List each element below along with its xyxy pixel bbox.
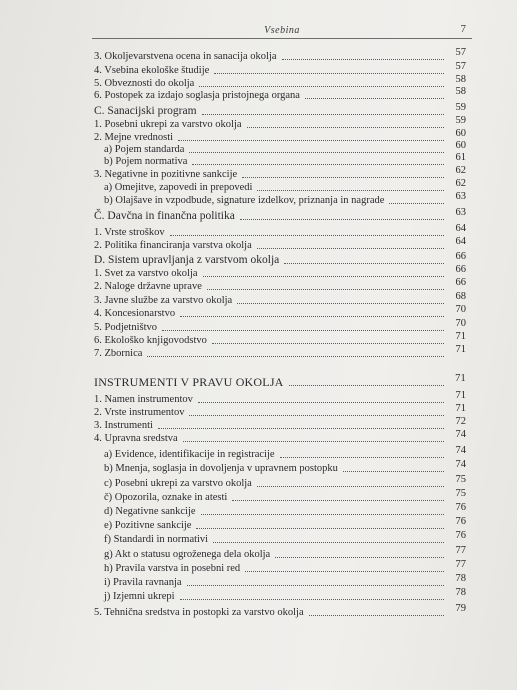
toc-section xyxy=(94,251,466,267)
toc-chapter xyxy=(94,373,466,389)
toc-entry-title: 3. Javne službe za varstvo okolja xyxy=(94,295,233,306)
dot-leader xyxy=(232,500,444,501)
toc-entry xyxy=(94,165,466,181)
toc-entry-page: 79 xyxy=(455,603,466,614)
toc-entry-title: b) Pojem normativa xyxy=(104,156,188,167)
dot-leader xyxy=(284,263,444,264)
toc-entry-title: 5. Tehnična sredstva in postopki za varstvo okolja xyxy=(94,607,304,618)
dot-leader xyxy=(257,248,444,249)
toc-entry-title: 5. Obveznosti do okolja xyxy=(94,78,195,89)
page-number: 7 xyxy=(460,23,466,35)
toc-entry-title: a) Pojem standarda xyxy=(104,144,185,155)
toc-entry-page: 74 xyxy=(455,445,466,456)
toc-entry-page: 58 xyxy=(455,86,466,97)
toc-entry-page: 64 xyxy=(455,236,466,247)
dot-leader xyxy=(247,127,444,128)
dot-leader xyxy=(207,289,444,290)
toc-entry-page: 75 xyxy=(455,488,466,499)
toc-entry-page: 60 xyxy=(455,140,466,151)
dot-leader xyxy=(201,514,444,515)
toc-entry-page: 70 xyxy=(455,318,466,329)
toc-entry xyxy=(104,573,466,589)
running-header xyxy=(92,22,472,39)
toc-entry-page: 78 xyxy=(455,587,466,598)
toc-entry-title: 1. Vrste stroškov xyxy=(94,227,165,238)
dot-leader xyxy=(280,457,444,458)
dot-leader xyxy=(189,415,444,416)
toc-entry-page: 57 xyxy=(455,61,466,72)
toc-entry xyxy=(104,516,466,532)
toc-entry-title: 7. Zbornica xyxy=(94,348,143,359)
toc-entry-page: 60 xyxy=(455,128,466,139)
dot-leader xyxy=(198,402,444,403)
toc-entry xyxy=(94,403,466,419)
dot-leader xyxy=(309,615,444,616)
toc-entry xyxy=(94,264,466,280)
toc-entry-title: 1. Svet za varstvo okolja xyxy=(94,268,198,279)
toc-entry-title: D. Sistem upravljanja z varstvom okolja xyxy=(94,254,280,266)
toc-entry-page: 66 xyxy=(455,251,466,262)
toc-entry-title: 4. Vsebina ekološke študije xyxy=(94,65,210,76)
dot-leader xyxy=(214,73,444,74)
toc-entry-page: 77 xyxy=(455,559,466,570)
toc-entry-page: 59 xyxy=(455,102,466,113)
toc-entry xyxy=(94,318,466,334)
toc-entry-page: 66 xyxy=(455,264,466,275)
toc-entry-page: 68 xyxy=(455,291,466,302)
toc-entry-page: 64 xyxy=(455,223,466,234)
toc-entry-page: 75 xyxy=(455,474,466,485)
toc-entry-title: 5. Podjetništvo xyxy=(94,322,158,333)
toc-entry xyxy=(104,445,466,461)
dot-leader xyxy=(158,428,444,429)
toc-entry-title: i) Pravila ravnanja xyxy=(104,577,182,588)
dot-leader xyxy=(257,486,444,487)
toc-entry-page: 63 xyxy=(455,191,466,202)
toc-entry-page: 74 xyxy=(455,459,466,470)
toc-entry-title: Č. Davčna in finančna politika xyxy=(94,210,235,222)
toc-entry xyxy=(104,459,466,475)
toc-entry-title: INSTRUMENTI V PRAVU OKOLJA xyxy=(94,375,284,389)
toc-entry xyxy=(94,390,466,406)
toc-entry xyxy=(94,86,466,102)
toc-entry-page: 70 xyxy=(455,304,466,315)
toc-entry xyxy=(94,331,466,347)
toc-entry-page: 61 xyxy=(455,152,466,163)
toc-entry-title: c) Posebni ukrepi za varstvo okolja xyxy=(104,478,252,489)
toc-entry-title: b) Olajšave in vzpodbude, signature izdelkov, priznanja in nagrade xyxy=(104,195,385,206)
toc-entry-title: 2. Mejne vrednosti xyxy=(94,132,174,143)
toc-section xyxy=(94,207,466,223)
toc-entry-title: 2. Vrste instrumentov xyxy=(94,407,185,418)
toc-entry-title: č) Opozorila, oznake in atesti xyxy=(104,492,228,503)
toc-entry-page: 58 xyxy=(455,74,466,85)
toc-entry-title: d) Negativne sankcije xyxy=(104,506,196,517)
toc-entry-title: 3. Negativne in pozitivne sankcije xyxy=(94,169,238,180)
toc-entry-page: 72 xyxy=(455,416,466,427)
toc-section xyxy=(94,102,466,118)
toc-entry-page: 66 xyxy=(455,277,466,288)
toc-entry xyxy=(94,429,466,445)
toc-entry xyxy=(94,416,466,432)
toc-entry-page: 76 xyxy=(455,516,466,527)
dot-leader xyxy=(242,177,444,178)
toc-entry xyxy=(104,502,466,518)
toc-entry-title: 4. Koncesionarstvo xyxy=(94,308,176,319)
toc-entry-page: 59 xyxy=(455,115,466,126)
toc-entry xyxy=(94,277,466,293)
toc-entry xyxy=(94,61,466,77)
toc-entry-title: 6. Ekološko knjigovodstvo xyxy=(94,335,207,346)
dot-leader xyxy=(212,343,444,344)
toc-entry-title: 6. Postopek za izdajo soglasja pristojnega organa xyxy=(94,90,300,101)
toc-entry-title: 3. Okoljevarstvena ocena in sanacija okolja xyxy=(94,51,277,62)
dot-leader xyxy=(170,235,444,236)
toc-entry-title: j) Izjemni ukrepi xyxy=(104,591,175,602)
toc-entry-title: 1. Namen instrumentov xyxy=(94,394,193,405)
dot-leader xyxy=(183,441,444,442)
toc-entry xyxy=(94,236,466,252)
toc-entry-page: 76 xyxy=(455,530,466,541)
dot-leader xyxy=(187,585,444,586)
toc-entry xyxy=(94,47,466,63)
dot-leader xyxy=(180,316,444,317)
toc-entry-page: 62 xyxy=(455,165,466,176)
running-title: Vsebina xyxy=(264,25,300,36)
toc-entry xyxy=(104,474,466,490)
toc-entry-title: 2. Politika financiranja varstva okolja xyxy=(94,240,252,251)
dot-leader xyxy=(343,471,444,472)
toc-entry-title: h) Pravila varstva in posebni red xyxy=(104,563,241,574)
toc-entry xyxy=(104,178,466,194)
toc-entry xyxy=(94,291,466,307)
dot-leader xyxy=(237,303,444,304)
dot-leader xyxy=(196,528,444,529)
toc-entry-title: 2. Naloge državne uprave xyxy=(94,281,202,292)
toc-entry-title: a) Evidence, identifikacije in registracije xyxy=(104,449,275,460)
toc-entry-page: 63 xyxy=(455,207,466,218)
toc-entry xyxy=(94,304,466,320)
toc-entry-page: 78 xyxy=(455,573,466,584)
toc-entry-title: C. Sanacijski program xyxy=(94,105,197,117)
toc-entry-page: 71 xyxy=(455,390,466,401)
dot-leader xyxy=(162,330,444,331)
toc-entry xyxy=(104,545,466,561)
toc-entry xyxy=(94,603,466,619)
toc-entry-title: a) Omejitve, zapovedi in prepovedi xyxy=(104,182,253,193)
toc-entry-page: 57 xyxy=(455,47,466,58)
toc-entry-title: e) Pozitivne sankcije xyxy=(104,520,192,531)
toc-entry xyxy=(94,223,466,239)
toc-entry-title: 1. Posebni ukrepi za varstvo okolja xyxy=(94,119,242,130)
dot-leader xyxy=(147,356,444,357)
dot-leader xyxy=(275,557,444,558)
dot-leader xyxy=(305,98,444,99)
dot-leader xyxy=(203,276,444,277)
toc-entry-title: f) Standardi in normativi xyxy=(104,534,209,545)
dot-leader xyxy=(192,164,444,165)
toc-entry-page: 71 xyxy=(455,331,466,342)
toc-entry xyxy=(94,115,466,131)
dot-leader xyxy=(289,385,444,386)
toc-entry xyxy=(94,344,466,360)
toc-entry-title: b) Mnenja, soglasja in dovoljenja v upravnem postopku xyxy=(104,463,338,474)
toc-entry xyxy=(104,587,466,603)
dot-leader xyxy=(213,542,444,543)
toc-entry-page: 74 xyxy=(455,429,466,440)
dot-leader xyxy=(199,86,444,87)
dot-leader xyxy=(202,114,444,115)
toc-entry xyxy=(104,152,466,168)
dot-leader xyxy=(389,203,444,204)
toc-entry-page: 76 xyxy=(455,502,466,513)
toc-entry-page: 71 xyxy=(455,373,466,384)
dot-leader xyxy=(245,571,444,572)
dot-leader xyxy=(240,219,444,220)
toc-entry xyxy=(104,191,466,207)
toc-entry xyxy=(104,488,466,504)
toc-entry xyxy=(104,530,466,546)
dot-leader xyxy=(178,140,444,141)
toc-entry-page: 77 xyxy=(455,545,466,556)
toc-entry-page: 71 xyxy=(455,344,466,355)
dot-leader xyxy=(180,599,444,600)
toc-entry-page: 62 xyxy=(455,178,466,189)
dot-leader xyxy=(282,59,444,60)
toc-entry xyxy=(104,559,466,575)
toc-entry-title: 3. Instrumenti xyxy=(94,420,153,431)
dot-leader xyxy=(189,152,444,153)
dot-leader xyxy=(257,190,444,191)
toc-entry-title: g) Akt o statusu ogroženega dela okolja xyxy=(104,549,271,560)
toc-entry-title: 4. Upravna sredstva xyxy=(94,433,178,444)
toc-entry-page: 71 xyxy=(455,403,466,414)
